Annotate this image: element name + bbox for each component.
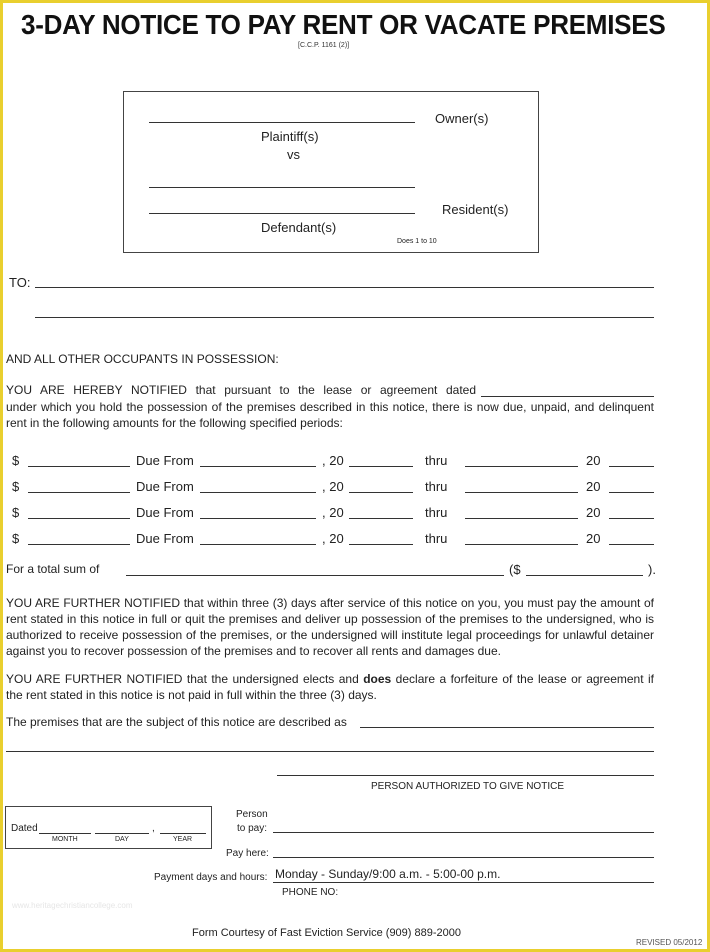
- notified-text: YOU ARE HEREBY NOTIFIED that pursuant to the lease or agreement dated: [6, 383, 476, 397]
- month-label: MONTH: [52, 836, 78, 843]
- year-from-line[interactable]: [349, 492, 413, 493]
- watermark-text: www.heritagechristiancollege.com: [12, 901, 133, 910]
- thru-date-line[interactable]: [465, 492, 578, 493]
- lease-date-line[interactable]: [481, 396, 654, 397]
- owner-label: Owner(s): [435, 111, 489, 126]
- year-from-line[interactable]: [349, 466, 413, 467]
- amount-line[interactable]: [28, 518, 130, 519]
- year-20-label: 20: [586, 505, 601, 520]
- dollar-sign: $: [12, 453, 20, 468]
- premises-label: The premises that are the subject of this notice are described as: [6, 715, 347, 729]
- year-label: YEAR: [173, 836, 193, 843]
- payment-days-value[interactable]: Monday - Sunday/9:00 a.m. - 5:00-00 p.m.: [275, 867, 501, 881]
- payment-days-label: Payment days and hours:: [154, 872, 268, 883]
- dated-label: Dated: [11, 823, 38, 834]
- payment-days-line: [273, 882, 654, 883]
- further-2-end: declare a forfeiture of the lease or agreement if the rent stated in this notice is not paid in full within the three (3) days.: [6, 672, 655, 702]
- amount-line[interactable]: [28, 466, 130, 467]
- dollar-sign: $: [12, 505, 20, 520]
- occupants-heading: AND ALL OTHER OCCUPANTS IN POSSESSION:: [6, 352, 279, 366]
- year-from-line[interactable]: [349, 518, 413, 519]
- owner-line[interactable]: [149, 122, 415, 123]
- to-line-2[interactable]: [35, 317, 654, 318]
- to-label: TO:: [9, 275, 31, 290]
- rent-row: [3, 531, 707, 547]
- thru-label: thru: [425, 505, 448, 520]
- authorized-signature-line[interactable]: [277, 775, 654, 776]
- due-from-line[interactable]: [200, 466, 316, 467]
- due-from-label: Due From: [136, 479, 194, 494]
- rent-row: [3, 453, 707, 469]
- thru-date-line[interactable]: [465, 544, 578, 545]
- defendant-line-1[interactable]: [149, 187, 415, 188]
- total-amount-line[interactable]: [526, 575, 643, 576]
- defendant-label: Defendant(s): [261, 220, 337, 235]
- dated-comma: ,: [152, 823, 155, 834]
- thru-label: thru: [425, 479, 448, 494]
- due-from-line[interactable]: [200, 492, 316, 493]
- thru-date-line[interactable]: [465, 466, 578, 467]
- year-thru-line[interactable]: [609, 518, 654, 519]
- comma-20-label: , 20: [322, 453, 344, 468]
- month-line[interactable]: [39, 833, 91, 834]
- premises-line-2[interactable]: [6, 751, 654, 752]
- pay-here-line[interactable]: [273, 857, 654, 858]
- total-paren-close: ).: [648, 562, 656, 577]
- comma-20-label: , 20: [322, 479, 344, 494]
- year-from-line[interactable]: [349, 544, 413, 545]
- due-from-line[interactable]: [200, 518, 316, 519]
- year-thru-line[interactable]: [609, 466, 654, 467]
- to-line-1[interactable]: [35, 287, 654, 288]
- amount-line[interactable]: [28, 544, 130, 545]
- code-reference: [C.C.P. 1161 (2)]: [298, 42, 350, 49]
- thru-date-line[interactable]: [465, 518, 578, 519]
- year-thru-line[interactable]: [609, 492, 654, 493]
- notified-continued: under which you hold the possession of the premises described in this notice, there is now due, unpaid, and delinquent rent in the following amounts for the following specified periods:: [6, 400, 654, 430]
- dollar-sign: $: [12, 531, 20, 546]
- revised-date: REVISED 05/2012: [636, 938, 703, 947]
- premises-line-1[interactable]: [360, 727, 654, 728]
- page-title: 3-DAY NOTICE TO PAY RENT OR VACATE PREMISES: [21, 9, 666, 40]
- rent-row: [3, 505, 707, 521]
- dated-box: [5, 806, 212, 849]
- further-2-start: YOU ARE FURTHER NOTIFIED that the undersigned elects and: [6, 672, 364, 686]
- thru-label: thru: [425, 453, 448, 468]
- year-20-label: 20: [586, 531, 601, 546]
- amount-line[interactable]: [28, 492, 130, 493]
- year-20-label: 20: [586, 479, 601, 494]
- due-from-label: Due From: [136, 531, 194, 546]
- person-authorized-label: PERSON AUTHORIZED TO GIVE NOTICE: [371, 781, 564, 792]
- due-from-label: Due From: [136, 453, 194, 468]
- resident-line[interactable]: [149, 213, 415, 214]
- footer-courtesy: Form Courtesy of Fast Eviction Service (909) 889-2000: [192, 927, 462, 939]
- comma-20-label: , 20: [322, 505, 344, 520]
- vs-label: vs: [287, 147, 300, 162]
- year-line[interactable]: [160, 833, 206, 834]
- total-words-line[interactable]: [126, 575, 504, 576]
- year-20-label: 20: [586, 453, 601, 468]
- further-2-bold: does: [363, 672, 392, 686]
- phone-label: PHONE NO:: [282, 887, 339, 898]
- total-paren-open: ($: [509, 562, 521, 577]
- does-label: Does 1 to 10: [397, 238, 437, 245]
- total-sum-label: For a total sum of: [6, 562, 100, 576]
- person-label-1: Person: [236, 809, 268, 820]
- case-caption-box: [123, 91, 539, 253]
- rent-row: [3, 479, 707, 495]
- thru-label: thru: [425, 531, 448, 546]
- resident-label: Resident(s): [442, 202, 509, 217]
- pay-here-label: Pay here:: [226, 848, 269, 859]
- due-from-line[interactable]: [200, 544, 316, 545]
- plaintiff-label: Plaintiff(s): [261, 129, 319, 144]
- day-line[interactable]: [95, 833, 149, 834]
- further-notified-1: YOU ARE FURTHER NOTIFIED that within three (3) days after service of this notice on you, you must pay the amount of rent stated in this notice in full or quit the premises and deliver up possession of the premises to the undersigned, who is authorized to receive possession of the premises, or the undersigned will institute legal proceedings for unlawful detainer against you to recover possession of the premises and to recover all rents and damages due.: [6, 596, 654, 658]
- year-thru-line[interactable]: [609, 544, 654, 545]
- due-from-label: Due From: [136, 505, 194, 520]
- dollar-sign: $: [12, 479, 20, 494]
- day-label: DAY: [115, 836, 129, 843]
- person-label-2: to pay:: [237, 823, 268, 834]
- comma-20-label: , 20: [322, 531, 344, 546]
- person-to-pay-line[interactable]: [273, 832, 654, 833]
- further-notified-2: [6, 671, 654, 703]
